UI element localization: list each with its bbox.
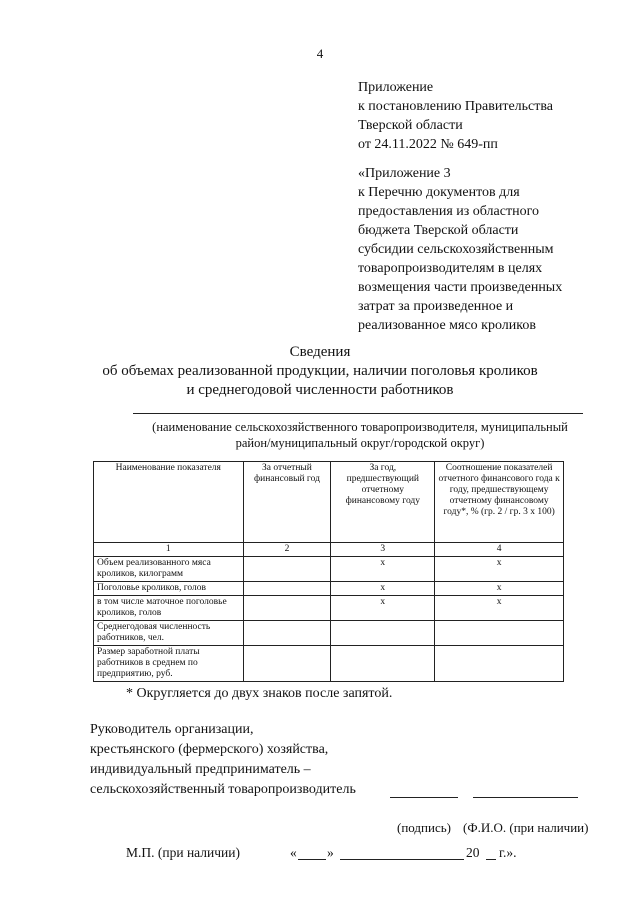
value-cell: х — [331, 557, 435, 582]
signature-caption: (подпись) — [397, 820, 451, 835]
header-cell: Наименование показателя — [94, 462, 244, 543]
value-cell — [243, 557, 331, 582]
appendix-sub-line: к Перечню документов для — [358, 185, 520, 200]
indicators-table — [93, 461, 564, 682]
header-cell: За год, предшествующий отчетному финансовому году — [331, 462, 435, 543]
row-name: Поголовье кроликов, голов — [94, 582, 244, 596]
header-cell: Соотношение показателей отчетного финансового года к году, предшествующему отчетному финансовому году*, % (гр. 2 / гр. 3 х 100) — [435, 462, 564, 543]
caption-line: (наименование сельскохозяйственного товаропроизводителя, муниципальный — [152, 420, 568, 434]
signer-line: Руководитель организации, — [90, 722, 254, 737]
table-row — [94, 621, 564, 646]
page-number: 4 — [316, 46, 324, 61]
appendix-line: Приложение — [358, 80, 434, 95]
number-cell: 4 — [435, 543, 564, 557]
appendix-sub — [358, 164, 562, 335]
table-number-row — [94, 543, 564, 557]
row-name: Размер заработной платы работников в среднем по предприятию, руб. — [94, 646, 244, 682]
appendix-sub-line: возмещения части произведенных — [358, 280, 563, 295]
appendix-line: от 24.11.2022 № 649-пп — [358, 137, 498, 152]
value-cell — [243, 646, 331, 682]
signer-block — [90, 720, 356, 800]
appendix-sub-line: реализованное мясо кроликов — [358, 318, 536, 333]
value-cell — [331, 621, 435, 646]
date-close-quote: » — [327, 845, 334, 860]
signer-line: крестьянского (фермерского) хозяйства, — [90, 742, 329, 757]
row-name: Объем реализованного мяса кроликов, килограмм — [94, 557, 244, 582]
footnote: * Округляется до двух знаков после запятой. — [126, 686, 393, 701]
table-row — [94, 596, 564, 621]
table-row — [94, 557, 564, 582]
producer-name-caption — [135, 419, 585, 451]
title-line: Сведения — [289, 344, 351, 360]
name-signature-caption: (Ф.И.О. (при наличии) — [463, 820, 589, 835]
date-suffix: г.». — [499, 845, 517, 860]
appendix-line: Тверской области — [358, 118, 463, 133]
signer-line: сельскохозяйственный товаропроизводитель — [90, 782, 356, 797]
name-signature-line — [473, 797, 578, 798]
number-cell: 3 — [331, 543, 435, 557]
appendix-sub-line: предоставления из областного — [358, 204, 539, 219]
appendix-sub-line: «Приложение 3 — [358, 166, 451, 181]
value-cell — [243, 582, 331, 596]
value-cell: х — [435, 596, 564, 621]
value-cell: х — [435, 582, 564, 596]
table-row — [94, 582, 564, 596]
day-line — [298, 859, 326, 860]
stamp-label: М.П. (при наличии) — [126, 845, 240, 860]
appendix-header — [358, 78, 553, 154]
header-cell: За отчетный финансовый год — [243, 462, 331, 543]
value-cell — [243, 596, 331, 621]
year-prefix: 20 — [466, 845, 480, 860]
signature-line — [390, 797, 458, 798]
number-cell: 1 — [94, 543, 244, 557]
title-line: об объемах реализованной продукции, наличии поголовья кроликов — [102, 363, 538, 379]
table-row — [94, 646, 564, 682]
year-line — [486, 859, 496, 860]
value-cell: х — [331, 596, 435, 621]
value-cell — [243, 621, 331, 646]
title-line: и среднегодовой численности работников — [186, 382, 454, 398]
month-line — [340, 859, 464, 860]
value-cell — [435, 646, 564, 682]
value-cell: х — [435, 557, 564, 582]
table-header-row — [94, 462, 564, 543]
value-cell — [331, 646, 435, 682]
number-cell: 2 — [243, 543, 331, 557]
caption-line: район/муниципальный округ/городской округ) — [235, 436, 485, 450]
appendix-sub-line: затрат за произведенное и — [358, 299, 514, 314]
value-cell — [435, 621, 564, 646]
appendix-line: к постановлению Правительства — [358, 99, 554, 114]
row-name: Среднегодовая численность работников, чел. — [94, 621, 244, 646]
appendix-sub-line: субсидии сельскохозяйственным — [358, 242, 554, 257]
producer-name-line — [133, 413, 583, 414]
appendix-sub-line: товаропроизводителям в целях — [358, 261, 543, 276]
value-cell: х — [331, 582, 435, 596]
appendix-sub-line: бюджета Тверской области — [358, 223, 519, 238]
signer-line: индивидуальный предприниматель – — [90, 762, 311, 777]
document-title — [0, 343, 640, 400]
date-open-quote: « — [290, 845, 297, 860]
row-name: в том числе маточное поголовье кроликов, голов — [94, 596, 244, 621]
